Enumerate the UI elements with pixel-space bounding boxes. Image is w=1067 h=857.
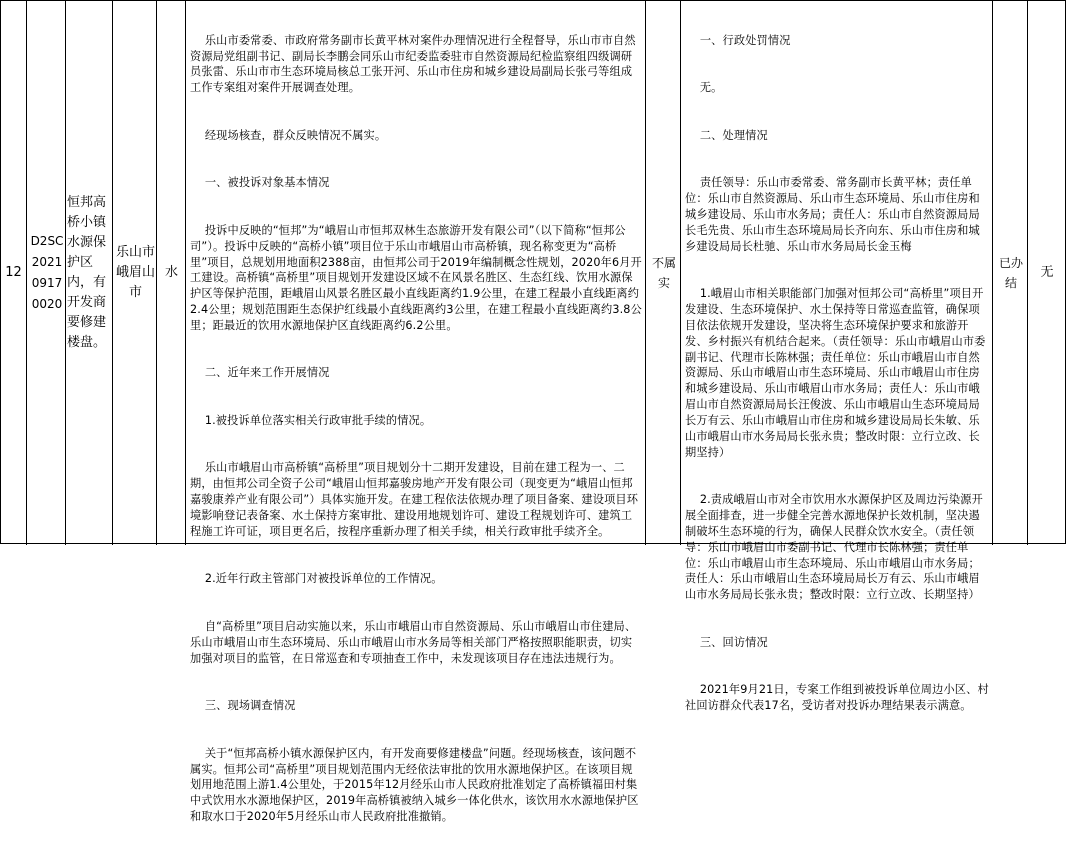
is-true: 不属实	[651, 255, 676, 290]
investigation-paragraph: 自“高桥里”项目启动实施以来，乐山市峨眉山市自然资源局、乐山市峨眉山市住建局、乐山市峨眉山市生态环境局、乐山市峨眉山市水务局等相关部门严格按照职能职责，切实加强对项目的监管，在日常巡查和专项抽查工作中，未发现该项目存在违法违规行为。	[190, 619, 637, 665]
handling-paragraph: 三、回访情况	[685, 635, 768, 649]
handling-paragraph: 二、处理情况	[685, 128, 768, 142]
handling-result	[685, 1, 989, 713]
investigation-paragraph: 经现场核查，群众反映情况不属实。	[190, 128, 387, 142]
investigation-paragraph: 一、被投诉对象基本情况	[190, 176, 330, 190]
investigation-paragraph: 二、近年来工作开展情况	[190, 366, 330, 380]
handling-paragraph: 无。	[685, 81, 723, 95]
status: 已办结	[998, 255, 1023, 290]
investigation-result	[190, 1, 642, 824]
investigation-paragraph: 关于“恒邦高桥小镇水源保护区内，有开发商要修建楼盘”问题。经现场核查，该问题不属实。恒邦公司“高桥里”项目规划范围内无经依法审批的饮用水源地保护区。在该项目规划用地范围上游1.4公里处，于2015年12月经乐山市人民政府批准划定了高桥镇福田村集中式饮用水水源地保护区，2019年高桥镇被纳入城乡一体化供水，该饮用水水源地保护区和取水口于2020年5月经乐山市人民政府批准撤销。	[190, 746, 639, 824]
complaint-summary: 恒邦高桥小镇水源保护区内，有开发商要修建楼盘。	[67, 194, 107, 350]
handling-paragraph: 一、行政处罚情况	[685, 33, 791, 47]
case-id: D2SC20210917 0020	[30, 233, 64, 311]
investigation-paragraph: 三、现场调查情况	[190, 699, 296, 713]
row-index: 12	[5, 264, 22, 280]
handling-paragraph: 2021年9月21日，专案工作组到被投诉单位周边小区、村社回访群众代表17名，受访者对投诉办理结果表示满意。	[685, 683, 989, 713]
pollution-type: 水	[164, 264, 178, 280]
investigation-paragraph: 乐山市峨眉山市高桥镇“高桥里”项目规划分十二期开发建设，目前在建工程为一、二期，由恒邦公司全资子公司“峨眉山恒邦嘉骏房地产开发有限公司（现变更为“峨眉山恒邦嘉骏康养产业有限公司”）具体实施开发。在建工程依法依规办理了项目备案、建设项目环境影响登记表备案、水土保持方案审批、建设用地规划许可、建设工程规划许可、建筑工程施工许可证，项目更名后，按程序重新办理了相关手续，相关行政审批手续齐全。	[190, 461, 639, 538]
investigation-paragraph: 投诉中反映的“恒邦”为“峨眉山市恒邦双林生态旅游开发有限公司”（以下简称“恒邦公司”）。投诉中反映的“高桥小镇”项目位于乐山市峨眉山市高桥镇，现名称变更为“高桥里”项目，总规划用地面积2388亩，由恒邦公司于2019年编制概念性规划，2020年6月开工建设。高桥镇“高桥里”项目规划开发建设区域不在风景名胜区、生态红线、饮用水源保护区等保护范围，距峨眉山风景名胜区最小直线距离约1.9公里，在建工程最小直线距离约2.4公里；规划范围距生态保护红线最小直线距离约3公里，在建工程最小直线距离约3.8公里；距最近的饮用水源地保护区直线距离约6.2公里。	[190, 223, 642, 332]
accountability: 无	[1040, 264, 1054, 280]
handling-paragraph: 1.峨眉山市相关职能部门加强对恒邦公司“高桥里”项目开发建设、生态环境保护、水土保持等日常巡查监管，确保项目依法依规开发建设，坚决将生态环境保护要求和旅游开发、乡村振兴有机结合起来。（责任领导：乐山市峨眉山市委副书记、代理市长陈林强；责任单位：乐山市峨眉山市自然资源局、乐山市峨眉山市生态环境局、乐山市峨眉山市住房和城乡建设局、乐山市峨眉山市水务局；责任人：乐山市峨眉山市自然资源局局长汪俊波、乐山市峨眉山生态环境局局长万有云、乐山市峨眉山市住房和城乡建设局局长朱敏、乐山市峨眉山市水务局局长张永贵；整改时限：立行立改、长期坚持）	[685, 287, 986, 459]
handling-paragraph: 责任领导：乐山市委常委、常务副市长黄平林；责任单位：乐山市自然资源局、乐山市生态环境局、乐山市住房和城乡建设局、乐山市水务局；责任人：乐山市自然资源局局长毛先贵、乐山市生态环境局局长齐向东、乐山市住房和城乡建设局局长杜驰、乐山市水务局局长金玉梅	[685, 176, 980, 253]
district: 乐山市峨眉山市	[115, 244, 155, 300]
investigation-paragraph: 2.近年行政主管部门对被投诉单位的工作情况。	[190, 572, 443, 586]
handling-paragraph: 2.责成峨眉山市对全市饮用水水源保护区及周边污染源开展全面排查，进一步健全完善水源地保护长效机制，坚决遏制破坏生态环境的行为，确保人民群众饮水安全。（责任领导：乐山市峨眉山市委副书记、代理市长陈林强；责任单位：乐山市峨眉山市生态环境局、乐山市峨眉山市水务局；责任人：乐山市峨眉山生态环境局局长万有云、乐山市峨眉山市水务局局长张永贵；整改时限：立行立改、长期坚持）	[685, 493, 983, 602]
investigation-paragraph: 1.被投诉单位落实相关行政审批手续的情况。	[190, 413, 432, 427]
investigation-paragraph: 乐山市委常委、市政府常务副市长黄平林对案件办理情况进行全程督导，乐山市市自然资源局党组副书记、副局长李鹏会同乐山市纪委监委驻市自然资源局纪检监察组四级调研员张雷、乐山市市生态环境局核总工张开河、乐山市住房和城乡建设局副局长张弓等组成工作专案组对案件开展调查处理。	[190, 33, 636, 95]
